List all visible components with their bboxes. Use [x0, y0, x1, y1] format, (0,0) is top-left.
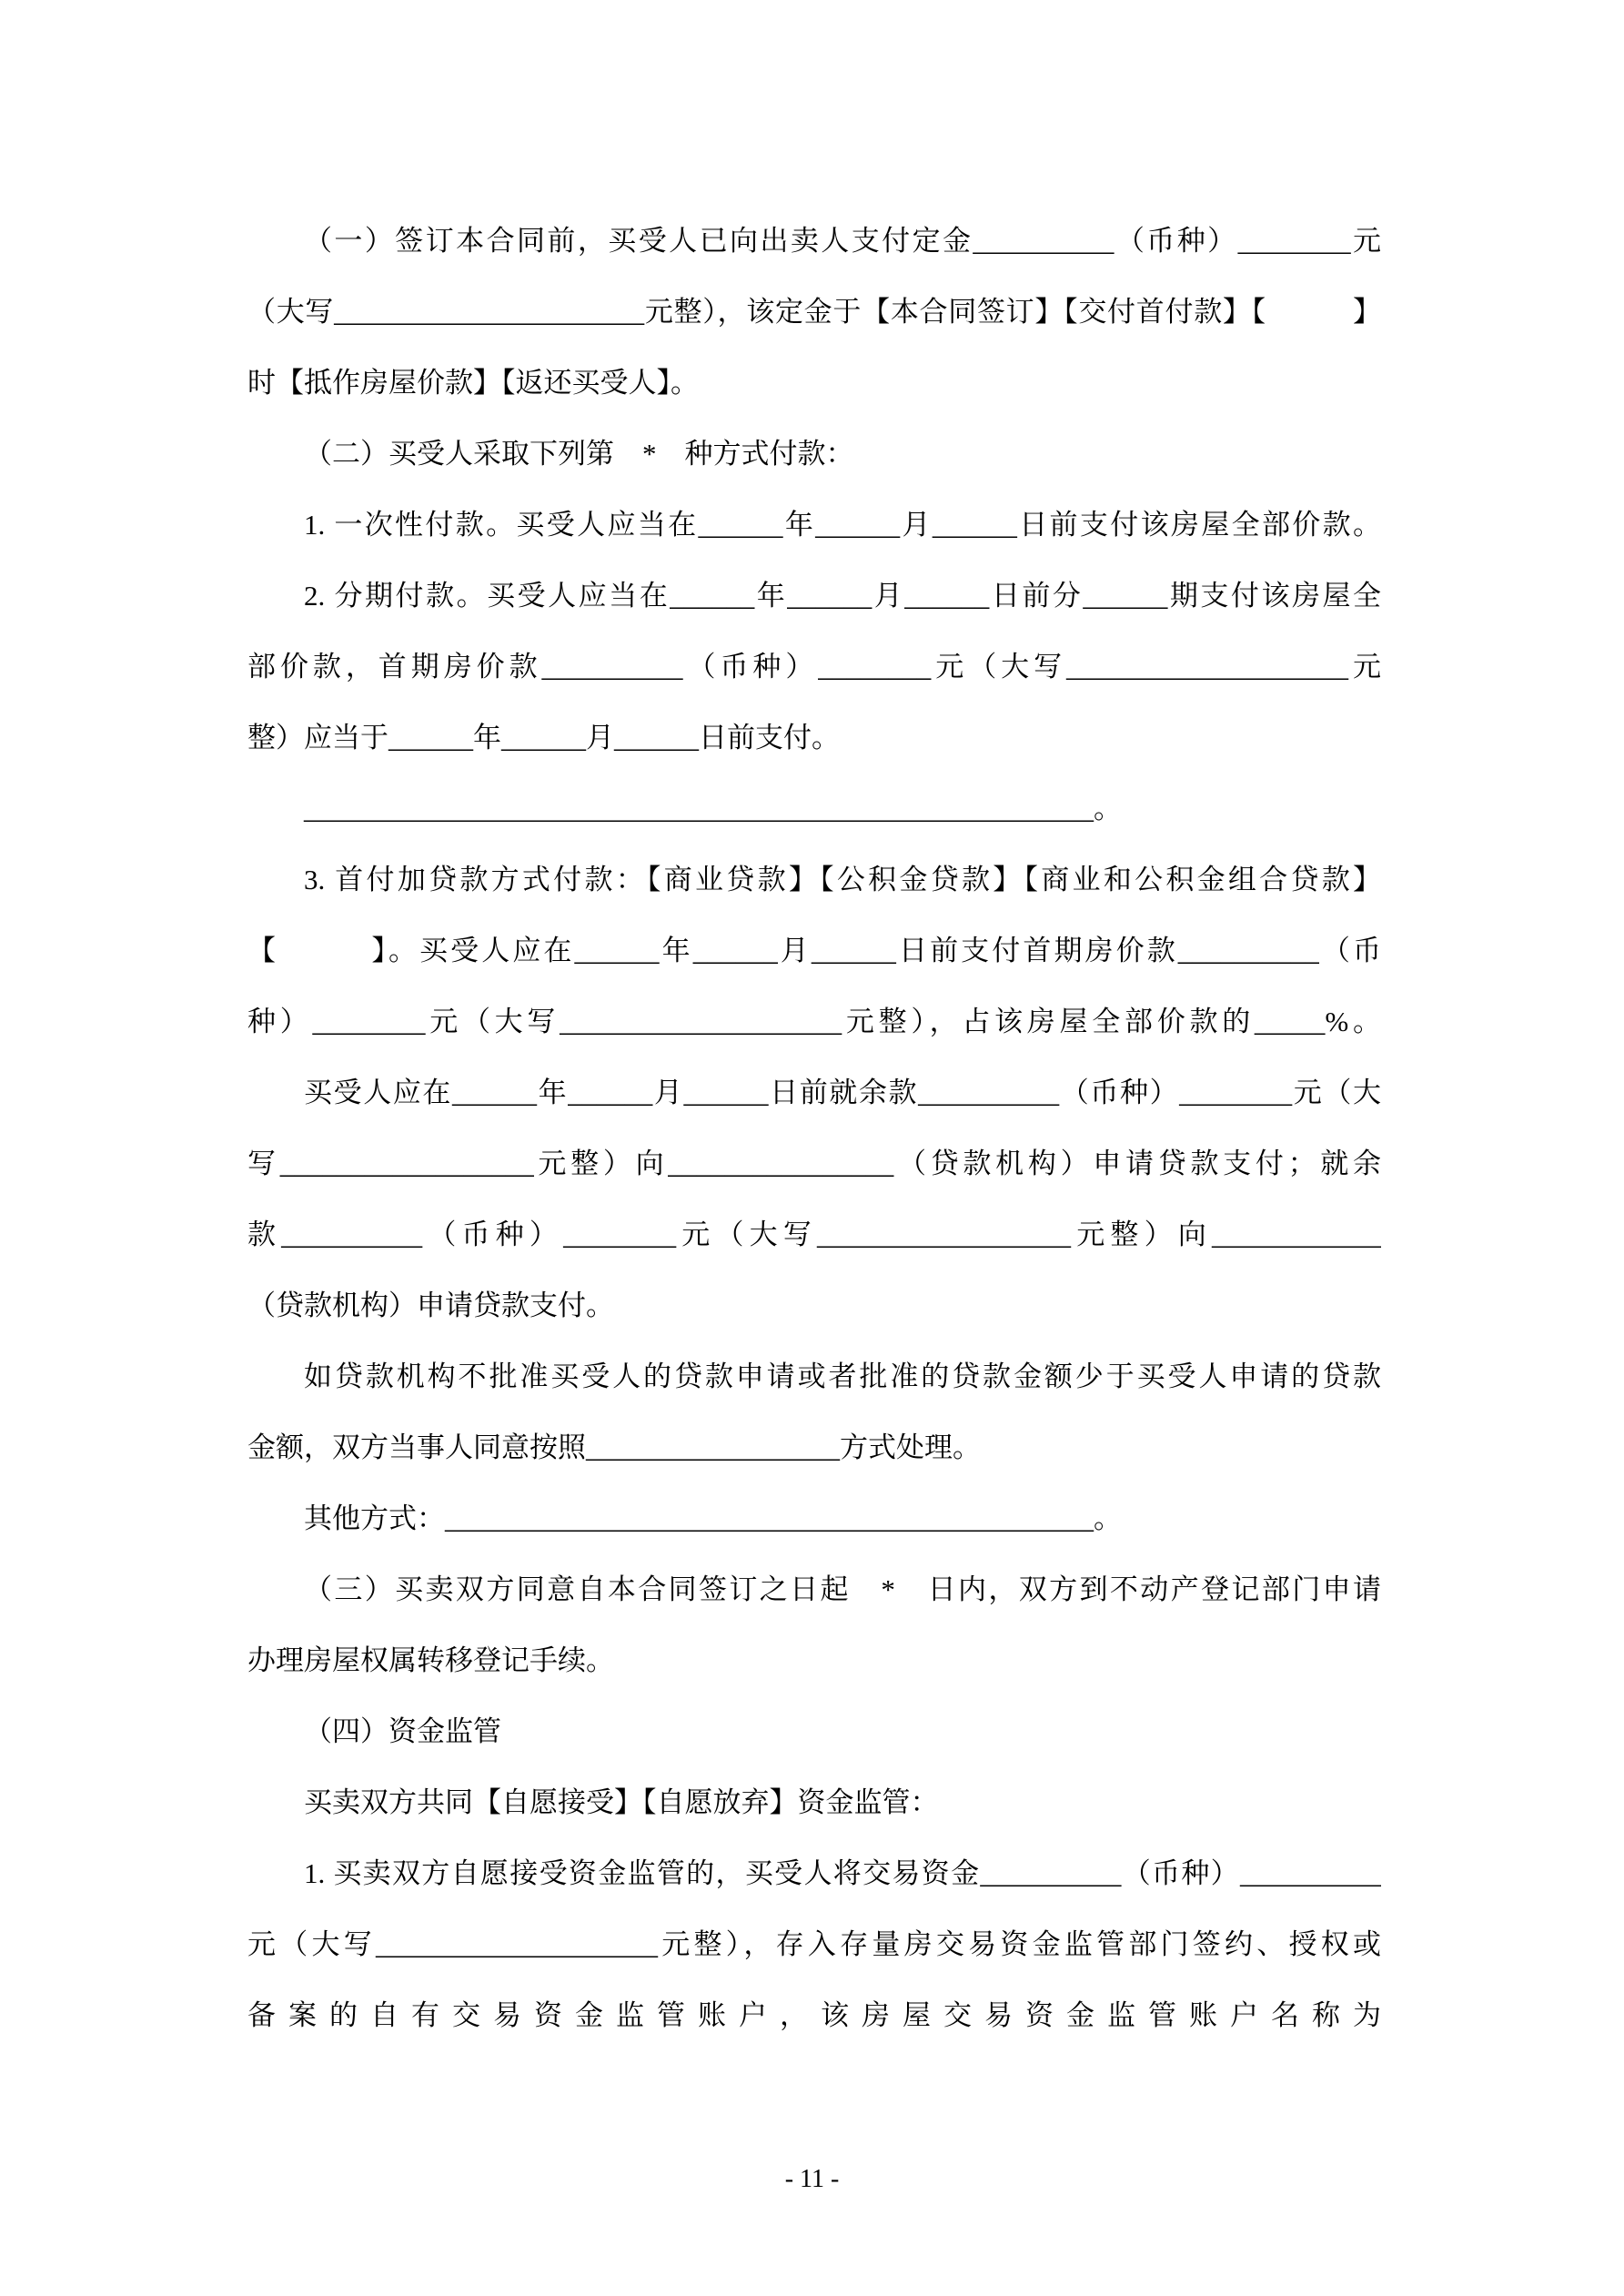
- text-line: 办理房屋权属转移登记手续。: [247, 1644, 614, 1676]
- text-line: （三）买卖双方同意自本合同签订之日起 * 日内，双方到不动产登记部门申请: [304, 1573, 1381, 1605]
- text-line: 其他方式：______________________________________________。: [304, 1502, 1122, 1534]
- text-line: （二）买受人采取下列第 * 种方式付款：: [304, 438, 854, 470]
- text-line: 1. 一次性付款。买受人应当在______年______月______日前支付该房屋全部价款。: [304, 509, 1381, 541]
- text-line: 元（大写____________________元整），存入存量房交易资金监管部门签约、授权或: [247, 1928, 1381, 1960]
- text-line: 3. 首付加贷款方式付款：【商业贷款】【公积金贷款】【商业和公积金组合贷款】: [304, 864, 1381, 895]
- text-line: 时【抵作房屋价款】【返还买受人】。: [247, 367, 699, 399]
- text-line: （四）资金监管: [304, 1715, 501, 1747]
- text-line: 款__________（币种）________元（大写__________________元整）向____________: [247, 1219, 1381, 1250]
- text-line: （大写______________________元整），该定金于【本合同签订】【交付首付款】【 】: [247, 296, 1381, 328]
- text-line: 【 】。买受人应在______年______月______日前支付首期房价款__________（币: [247, 935, 1381, 966]
- text-line: ________________________________________________________。: [304, 793, 1122, 824]
- text-line: 2. 分期付款。买受人应当在______年______月______日前分______期支付该房屋全: [304, 580, 1381, 612]
- text-line: 整）应当于______年______月______日前支付。: [247, 722, 840, 754]
- text-line: 种）________元（大写____________________元整），占该房屋全部价款的_____%。: [247, 1006, 1381, 1037]
- text-line: 1. 买卖双方自愿接受资金监管的，买受人将交易资金__________（币种）__________: [304, 1857, 1381, 1889]
- text-line: 金额，双方当事人同意按照__________________方式处理。: [247, 1431, 981, 1463]
- text-line: 如贷款机构不批准买受人的贷款申请或者批准的贷款金额少于买受人申请的贷款: [304, 1360, 1381, 1392]
- text-line: 部价款，首期房价款__________（币种）________元（大写____________________元: [247, 651, 1381, 683]
- text-line: 买受人应在______年______月______日前就余款__________（币种）________元（大: [304, 1077, 1381, 1108]
- text-line: （贷款机构）申请贷款支付。: [247, 1290, 614, 1321]
- page-number: - 11 -: [784, 2165, 840, 2193]
- text-line: 备案的自有交易资金监管账户，该房屋交易资金监管账户名称为: [247, 1999, 1381, 2031]
- text-body: [247, 206, 1381, 2051]
- text-line: 写__________________元整）向________________（贷款机构）申请贷款支付；就余: [247, 1148, 1381, 1179]
- text-line: 买卖双方共同【自愿接受】【自愿放弃】资金监管：: [304, 1786, 939, 1818]
- text-line: （一）签订本合同前，买受人已向出卖人支付定金__________（币种）________元: [304, 225, 1381, 257]
